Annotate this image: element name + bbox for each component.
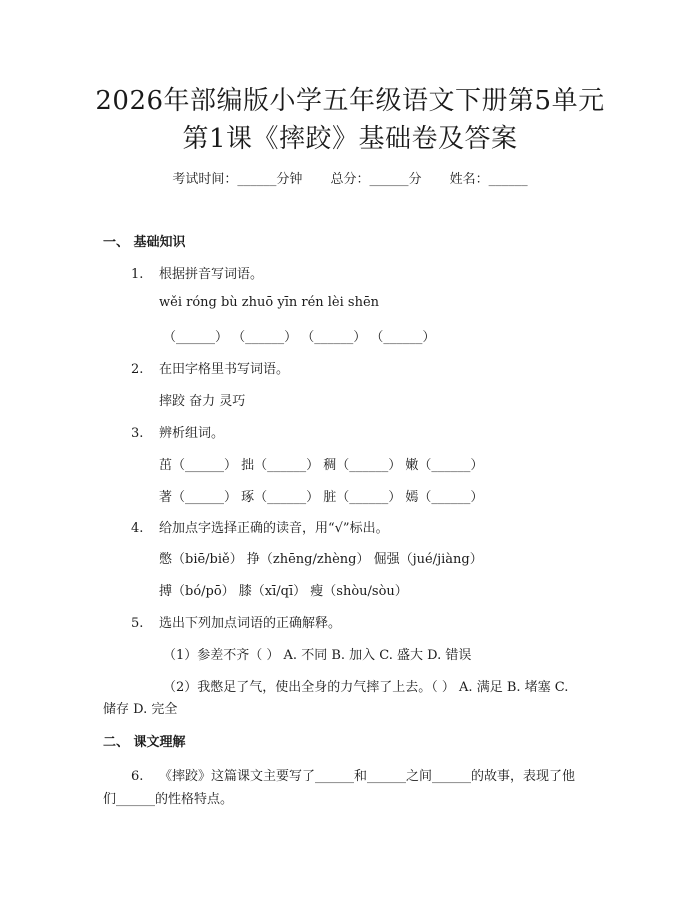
pronunciation-row-1: 憋（biē/biě） 挣（zhēng/zhèng） 倔强（jué/jiàng） bbox=[159, 552, 483, 567]
section-heading-basic-knowledge: 一、 基础知识 bbox=[103, 235, 186, 250]
total-score-field: 总分：______分 bbox=[330, 172, 422, 187]
choice-item-2-line-1: （2）我憋足了气，使出全身的力气摔了上去。（ ） A. 满足 B. 堵塞 C. bbox=[163, 680, 569, 695]
exam-time-field: 考试时间：______分钟 bbox=[172, 172, 303, 187]
question-6-line-2: 们______的性格特点。 bbox=[103, 792, 234, 807]
question-3 bbox=[131, 422, 224, 441]
pronunciation-row-2: 搏（bó/pō） 膝（xī/qī） 瘦（shòu/sòu） bbox=[159, 584, 408, 599]
choice-item-2-line-2: 储存 D. 完全 bbox=[103, 702, 178, 717]
page-title-line-2: 第1课《摔跤》基础卷及答案 bbox=[182, 124, 518, 154]
pinyin-line: wěi róng bù zhuō yīn rén lèi shēn bbox=[159, 295, 380, 310]
choice-item-1: （1）参差不齐（ ） A. 不同 B. 加入 C. 盛大 D. 错误 bbox=[163, 648, 472, 663]
question-text: 《摔跤》这篇课文主要写了______和______之间______的故事，表现了他 bbox=[159, 769, 576, 784]
section-heading-text-comprehension: 二、 课文理解 bbox=[103, 735, 186, 750]
question-number: 2. bbox=[131, 362, 144, 377]
answer-blanks: （______） （______） （______） （______） bbox=[163, 330, 436, 345]
question-4 bbox=[131, 517, 389, 536]
question-5 bbox=[131, 612, 341, 631]
question-2 bbox=[131, 358, 289, 377]
question-number: 1. bbox=[131, 267, 144, 282]
question-prompt: 给加点字选择正确的读音，用“√”标出。 bbox=[159, 521, 389, 536]
word-group-row-1: 茁（______） 拙（______） 稠（______） 嫩（______） bbox=[159, 458, 484, 473]
question-number: 5. bbox=[131, 616, 144, 631]
question-prompt: 在田字格里书写词语。 bbox=[159, 362, 290, 377]
page-title-line-1: 2026年部编版小学五年级语文下册第5单元 bbox=[95, 86, 605, 116]
question-1 bbox=[131, 263, 263, 282]
question-number: 3. bbox=[131, 426, 144, 441]
word-group-row-2: 著（______） 琢（______） 脏（______） 嫣（______） bbox=[159, 490, 484, 505]
question-number: 4. bbox=[131, 521, 144, 536]
question-number: 6. bbox=[131, 769, 144, 784]
name-field: 姓名：______ bbox=[449, 172, 528, 187]
question-6-line-1 bbox=[131, 765, 575, 784]
exam-meta bbox=[0, 168, 700, 187]
word-list: 摔跤 奋力 灵巧 bbox=[159, 394, 246, 409]
question-prompt: 根据拼音写词语。 bbox=[159, 267, 264, 282]
question-prompt: 选出下列加点词语的正确解释。 bbox=[159, 616, 342, 631]
question-prompt: 辨析组词。 bbox=[159, 426, 225, 441]
